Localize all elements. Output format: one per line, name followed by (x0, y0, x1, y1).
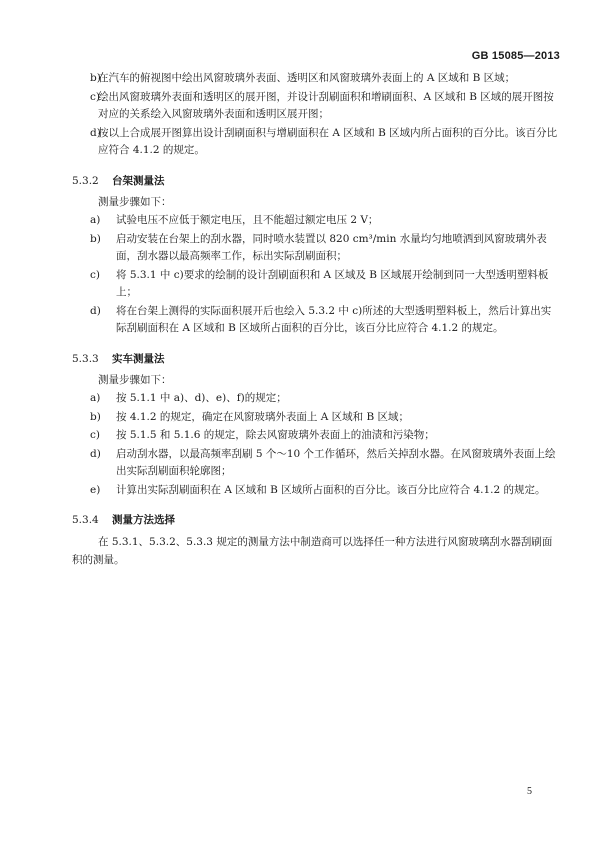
list-item (72, 89, 560, 124)
list-marker: d) (90, 126, 101, 139)
list-text: 将在台架上测得的实际面积展开后也绘入 5.3.2 中 c)所述的大型透明塑料板上，然后计算出实际刮刷面积在 A 区域和 B 区域所占面积的百分比，该百分比应符合 4.1.2 的规定。 (116, 304, 552, 334)
section-heading-5-3-4 (72, 511, 560, 529)
list-item (72, 231, 560, 266)
list-marker: e) (90, 483, 101, 496)
list-marker: b) (90, 72, 101, 84)
section-title: 实车测量法 (112, 352, 165, 365)
section-intro: 测量步骤如下： (98, 195, 172, 208)
list-marker: c) (90, 90, 100, 103)
list-marker: b) (90, 410, 101, 423)
list-marker: d) (90, 304, 101, 317)
list-item (72, 427, 560, 445)
list-text: 绘出风窗玻璃外表面和透明区的展开图，并设计刮刷面积和增刷面积、A 区域和 B 区域的展开图按对应的关系绘入风窗玻璃外表面和透明区展开图； (98, 90, 554, 120)
list-text: 按 4.1.2 的规定，确定在风窗玻璃外表面上 A 区域和 B 区域； (116, 410, 410, 423)
list-item (72, 70, 560, 88)
section-number: 5.3.2 (72, 174, 99, 187)
list-text: 启动刮水器，以最高频率刮刷 5 个～10 个工作循环，然后关掉刮水器。在风窗玻璃外表面上绘出实际刮刷面积轮廓图； (116, 447, 556, 477)
list-marker: c) (90, 268, 100, 281)
section-number: 5.3.4 (72, 514, 99, 526)
section-paragraph: 在 5.3.1、5.3.2、5.3.3 规定的测量方法中制造商可以选择任一种方法进行风窗玻璃刮水器刮刷面积的测量。 (72, 536, 553, 566)
list-item (72, 267, 560, 302)
list-text: 计算出实际刮刷面积在 A 区域和 B 区域所占面积的百分比。该百分比应符合 4.1.2 的规定。 (116, 483, 546, 496)
list-text: 按以上合成展开图算出设计刮刷面积与增刷面积在 A 区域和 B 区域内所占面积的百分比。该百分比应符合 4.1.2 的规定。 (98, 126, 558, 156)
section-intro: 测量步骤如下： (98, 373, 172, 386)
list-marker: b) (90, 232, 101, 245)
list-marker: a) (90, 392, 101, 404)
list-marker: a) (90, 214, 101, 226)
list-text: 将 5.3.1 中 c)要求的绘制的设计刮刷面积和 A 区域及 B 区域展开绘制到同一大型透明塑料板上； (116, 268, 549, 298)
page-content (72, 70, 560, 569)
section-5-3-2-list (72, 212, 560, 338)
list-marker: c) (90, 429, 100, 441)
section-number: 5.3.3 (72, 352, 99, 365)
list-text: 试验电压不应低于额定电压，且不能超过额定电压 2 V； (116, 214, 379, 226)
list-text: 按 5.1.1 中 a)、d)、e)、f)的规定； (116, 392, 287, 404)
list-text: 按 5.1.5 和 5.1.6 的规定，除去风窗玻璃外表面上的油渍和污染物； (116, 429, 435, 441)
list-item (72, 390, 560, 408)
list-item (72, 446, 560, 481)
continued-list (72, 70, 560, 160)
section-5-3-3-list (72, 390, 560, 499)
list-marker: d) (90, 447, 101, 460)
section-title: 测量方法选择 (112, 514, 175, 526)
list-text: 启动安装在台架上的刮水器，同时喷水装置以 820 cm³/min 水量均匀地喷洒到风窗玻璃外表面，刮水器以最高频率工作，标出实际刮刷面积； (116, 232, 547, 262)
list-item (72, 409, 560, 427)
section-heading-5-3-2 (72, 172, 560, 190)
list-text: 在汽车的俯视图中绘出风窗玻璃外表面、透明区和风窗玻璃外表面上的 A 区域和 B 区域； (98, 72, 516, 84)
standard-header: GB 15085—2013 (471, 50, 560, 62)
list-item (72, 303, 560, 338)
section-heading-5-3-3 (72, 350, 560, 368)
list-item (72, 125, 560, 160)
section-title: 台架测量法 (112, 174, 165, 187)
page-number: 5 (527, 786, 532, 797)
list-item (72, 482, 560, 500)
list-item (72, 212, 560, 230)
